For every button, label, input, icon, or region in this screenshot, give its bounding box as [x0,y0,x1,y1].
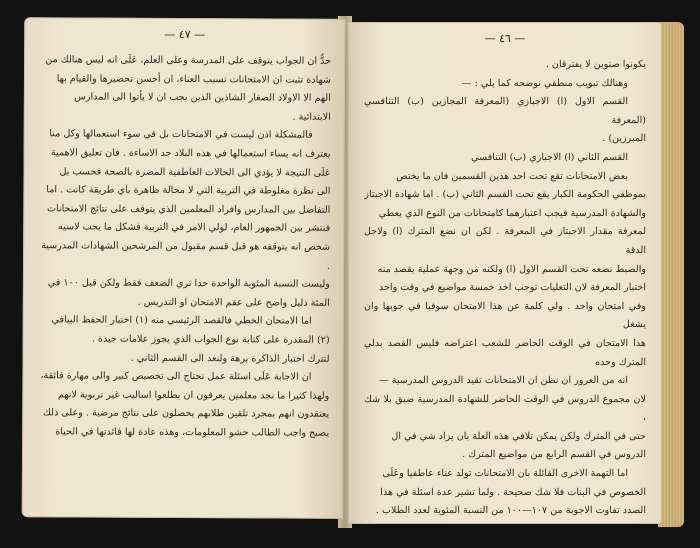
text-line: اما الامتحان الخطي فالقصد الرئيسي منه (١) اختبار الحفظ البيافي [51,314,312,327]
text-line: المئة دليل واضح على عقم الامتحان او التدريس . [137,296,330,309]
right-page-number: — ٤٦ — [484,32,526,45]
text-line: لتترك اختبار الذاكرة برهة ولنعد الى القسم الثاني . [130,352,330,365]
text-line: ان الاجابة عَلَى اسئلة عمل تحتاج الى تخصيص كبير والى مهارة فائقة، [40,370,312,383]
text-line: القسم الثاني (ا) الاجبازي (ب) التنافسي [471,151,628,163]
text-line: عَلَى النتيجة لا يؤدي الى الحالات العاطفية المضرة بالصحة فحسب بل [59,165,331,179]
text-line: يكونوا صنوين لا يفترقان . [545,59,646,70]
text-line: انه من العرور ان نظن ان الامتحانات تقيد الدروس المدرسية — [379,375,628,387]
left-page-number: — ٤٧ — [164,27,206,42]
text-line: وليست النسبة المئوية الواحدة حدا تري الضعف فقط ولكن قبل ١٠٠ في [47,277,330,290]
text-line: اما التهمة الاخرى القائلة بان الامتحانات تولد عناء عاطفيا وعَلَى [382,468,628,480]
text-line: شهادة تثبت ان الامتحانات تسبب العناء، ان أحسن تحضيرها والقيام بها [56,72,332,86]
text-line: الابتدائية . [292,111,331,123]
text-line: بموظفي الحكومة الكبار يقع تحت القسم الثاني (ب) . اما شهادة الاجبتاز [364,189,646,201]
text-line: الصدد تفاوت الاجوبة من ١٠٧—١٠٠ من النسبة المئوية لعدد الطلاب . [375,505,646,517]
text-line: الدروس في القسم الرابع من مواضيع المترك . [462,449,646,461]
text-line: (٢) المقدرة على كتابة نوع الجواب الذي يجوز علامات جيدة . [91,333,330,346]
text-line: يعتقدون انهم بمجرد تلقين طلابهم يحصلون على نتائج مرضية . وعلى ذلك [42,407,330,421]
text-line: ولهذا كثيرا ما نجد معلمين يعرفون ان يطلعوا اساليب غير تربوية لانهم [57,389,330,402]
text-line: المبرزين) . [602,133,646,145]
text-line: يعترف انه يساء استعمالها في هذه البلاد جد الاساءة . فان تعليق الاهمية [50,147,331,160]
text-line: وهنالك تبويب منطقي نوضحه كما يلي : — [461,77,628,89]
text-line: وفي امتحان واحد . ولي كلمة عن هذا الامتحان سوفيا في جوبها وان يشغل [364,300,646,331]
text-line: يصبح واجب الطالب حشو المعلومات، وهذه عادة لها فائدتها في الحياة [55,426,330,439]
left-page-text [40,51,331,443]
text-line: القسم الاول (ا) الاجبازي (المعرفة المجازين (ب) التنافسي (المعرفة [364,96,646,126]
text-line: فالمشكلة اذن ليست في الامتحانات بل في سوء استعمالها وكل منا [49,128,313,142]
text-line: حتى في المترك ولكن يمكن تلافي هذه العلة بان يزاد شي في ال [391,430,646,442]
right-page-text [364,56,646,521]
text-line: بعض الامتحانات تقع تحت احد هذين القسمين فان ما يختص [396,170,628,182]
text-line: والشهادة المدرسية فيجب اعتبارهما كامتحانات من النوع الذي يعطي [378,207,646,219]
text-line: حدٌّ ان الجواب يتوقف على المدرسة وعلى العلم، عَلَى انه ليس هنالك من [45,54,332,67]
text-line: الخصوص في البنات فلا شك صحيحة . ولما تشير عدة اسئلة في هذا [380,486,646,498]
text-line: الهم الا الاولاد الصغار الشاذين الذين يجب ان لا يأتوا الى المدارس [74,91,331,104]
text-line: شخص انه يتوقفه هو قبل قسم مقبول من المرشحين الشهادات المدرسية . [41,240,331,272]
text-line: فنتشر بين الجمهور العام، لولي الامر في التربية فشكل ما يجب لاسيه [57,221,331,235]
text-line: التفاضل بين المدارس وافراد المعلمين الذي يتوقف على نتائج الامتحانات [46,203,331,216]
right-page [348,22,662,524]
text-line: هذا الامتحان في الوقت الحاضر للشعب اعتراضه فليس القصد بدلي المترك وحده [364,337,646,368]
text-line: الى نظرة مغلوطة في التربية التي لا محالة ظاهرة باي طريقة كانت . اما [46,184,331,197]
text-line: اختبار المعرفة لان التعليات توجب اخذ خمسة مواضيع في وقت واحد [378,282,646,294]
text-line: لمعرفة مقدار الاجبتاز في المعرفة . لكن ان نضع المترك (ا) ولاجل الدقة [364,226,646,256]
text-line: لان مجموع الدروس في الوقت الحاضر للشهادة المدرسية ضيق بلا شك ، [364,393,646,424]
left-page [22,17,346,519]
text-line: والضبط نضعه تحت القسم الاول (ا) ولكنه من وجهة عملية يقصد منه [377,263,646,275]
